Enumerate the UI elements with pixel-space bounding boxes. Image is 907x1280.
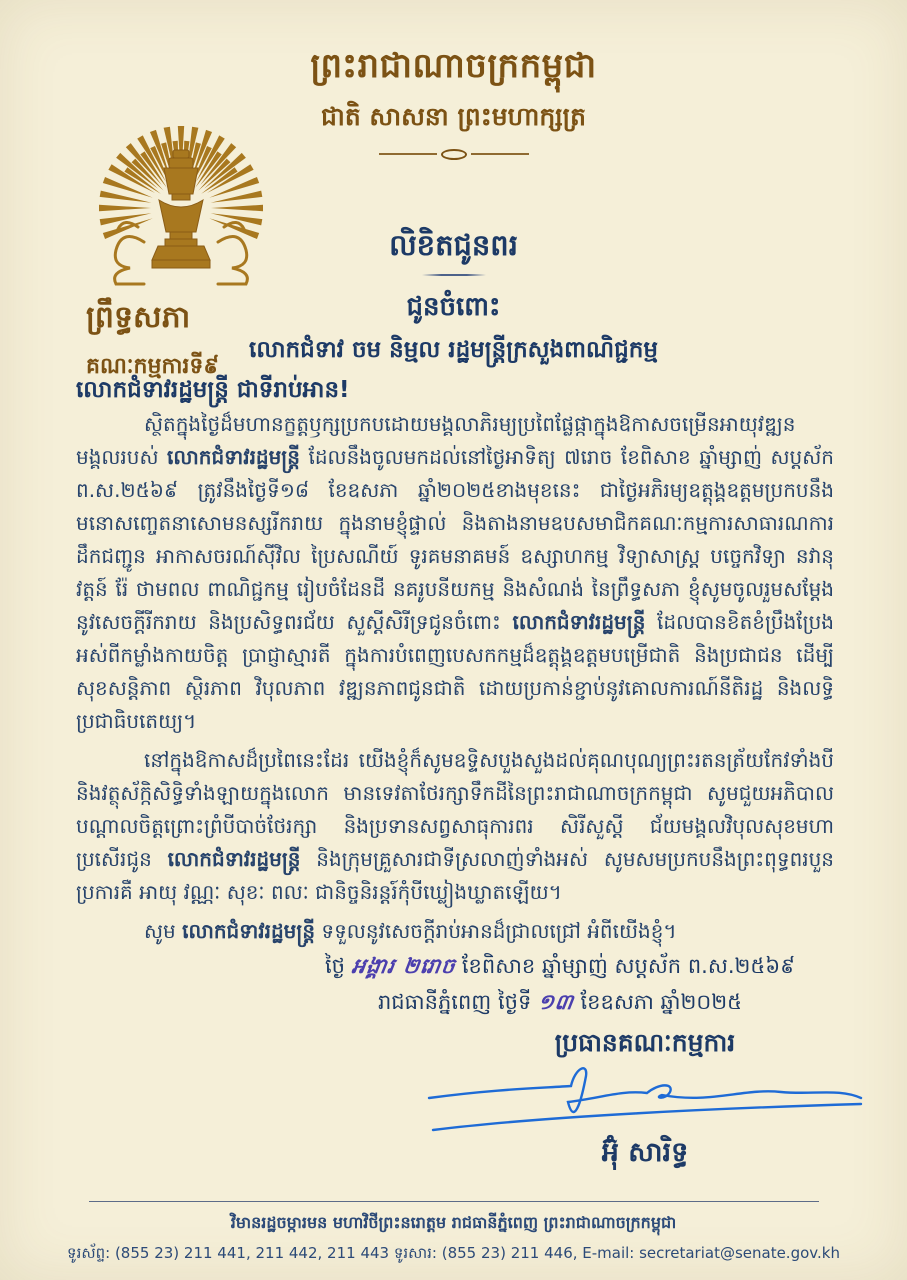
lunar-date-prefix: ថ្ងៃ [324,954,345,978]
gregorian-date-suffix: ខែឧសភា ឆ្នាំ២០២៥ [580,990,743,1014]
header-ornament-divider [379,148,529,160]
letter-body [76,408,834,954]
addressee-line: លោកជំទាវ ចម និម្មល រដ្ឋមន្ត្រីក្រសួងពាណិជ្ជកម្ម [249,337,658,363]
letter-title: លិខិតជូនពរ [389,228,518,262]
commission-label: គណៈកម្មការទី៩ [86,354,219,379]
date-block [280,948,840,1020]
body-paragraph: សូម លោកជំទាវរដ្ឋមន្ត្រី ទទួលនូវសេចក្ដីរាប់អានដ៏ជ្រាលជ្រៅ អំពីយើងខ្ញុំ។ [144,919,677,943]
divider-bar-right [471,153,529,155]
nation-religion-king-motto: ជាតិ សាសនា ព្រះមហាក្សត្រ [321,102,586,131]
body-paragraph: នៅក្នុងឱកាសដ៏ប្រពៃនេះដែរ យើងខ្ញុំក៏សូមឧទ្ទិសបួងសួងដល់គុណបុណ្យព្រះរតនត្រ័យកែវទាំងបី និងវត្ថុស័ក្កិសិទ្ធិទាំងឡាយក្នុងលោក មានទេវតាថែរក្សាទឹកដីនៃព្រះរាជាណាចក្រកម្ពុជា សូមជួយអភិបាលបណ្ដាលចិត្តព្រោះព្រំបីបាច់ថែរក្សា និងប្រទានសព្វសាធុការពរ សិរីសួស្ដី ជ័យមង្គលវិបុលសុខមហាប្រសើរជូន លោកជំទាវរដ្ឋមន្ត្រី និងក្រុមគ្រួសារជាទីស្រលាញ់ទាំងអស់ សូមសមប្រកបនឹងព្រះពុទ្ធពរបួនប្រការគឺ អាយុ វណ្ណៈ សុខៈ ពលៈ ជានិច្ចនិរន្តរ៍កុំបីឃ្លៀងឃ្លាតឡើយ។ [76,748,834,904]
greeting-line: លោកជំទាវរដ្ឋមន្ត្រី ជាទីរាប់អាន! [76,377,350,403]
senate-label: ព្រឹទ្ធសភា [86,300,191,335]
signer-name: អ៊ុំ សារិទ្ធ [601,1137,689,1168]
handwritten-day-number: ១៣ [536,990,576,1014]
gregorian-date-line [280,984,840,1020]
footer-contact: ទូរស័ព្ទ: (855 23) 211 441, 211 442, 211 443 ទូរសារ: (855 23) 211 446, E-mail: secretariat@senate.gov.kh [67,1244,840,1262]
divider-knot-icon [441,149,467,160]
kingdom-title: ព្រះរាជាណាចក្រកម្ពុជា [310,46,597,86]
gregorian-date-prefix: រាជធានីភ្នំពេញ ថ្ងៃទី [377,990,532,1014]
pen-signature-icon [425,1058,865,1140]
lunar-date-suffix: ខែពិសាខ ឆ្នាំម្សាញ់ សប្ដស័ក ព.ស.២៥៦៩ [461,954,795,978]
title-divider [422,274,486,276]
signer-title: ប្រធានគណៈកម្មការ [554,1028,736,1057]
lunar-date-line [280,948,840,984]
handwritten-lunar-day: អង្គារ ២រោច [349,954,457,978]
divider-bar-left [379,153,437,155]
body-paragraph: ស្ថិតក្នុងថ្ងៃដ៏មហានក្ខត្តឫក្សប្រកបដោយមង្គលាភិរម្យប្រពៃផ្លែផ្កាក្នុងឱកាសចម្រើនអាយុវឌ្ឍនមង្គលរបស់ លោកជំទាវរដ្ឋមន្ត្រី ដែលនឹងចូលមកដល់នៅថ្ងៃអាទិត្យ ៧រោច ខែពិសាខ ឆ្នាំម្សាញ់ សប្ដស័ក ព.ស.២៥៦៩ ត្រូវនឹងថ្ងៃទី១៨ ខែឧសភា ឆ្នាំ២០២៥ខាងមុខនេះ ជាថ្ងៃអភិរម្យឧត្តុង្គឧត្តមប្រកបនឹងមនោសញ្ចេតនាសោមនស្សរីករាយ ក្នុងនាមខ្ញុំផ្ទាល់ និងតាងនាមឧបសមាជិកគណៈកម្មការសាធារណការ ដឹកជញ្ជូន អាកាសចរណ៍ស៊ីវិល ប្រៃសណីយ៍ ទូរគមនាគមន៍ ឧស្សាហកម្ម វិទ្យាសាស្ត្រ បច្ចេកវិទ្យា នវានុវត្តន៍ រ៉ែ ថាមពល ពាណិជ្ជកម្ម រៀបចំដែនដី នគរូបនីយកម្ម និងសំណង់ នៃព្រឹទ្ធសភា ខ្ញុំសូមចូលរួមសម្ដែងនូវសេចក្ដីរីករាយ និងប្រសិទ្ធពរជ័យ សួស្ដីសិរីទ្រជូនចំពោះ លោកជំទាវរដ្ឋមន្ត្រី ដែលបានខិតខំប្រឹងប្រែងអស់ពីកម្លាំងកាយចិត្ត ប្រាជ្ញាស្មារតី ក្នុងការបំពេញបេសកកម្មដ៏ឧត្តុង្គឧត្តមបម្រើជាតិ និងប្រជាជន ដើម្បីសុខសន្តិភាព ស្ថិរភាព វិបុលភាព វឌ្ឍនភាពជូនជាតិ ដោយប្រកាន់ខ្ជាប់នូវគោលការណ៍នីតិរដ្ឋ និងលទ្ធិប្រជាធិបតេយ្យ។ [76,412,834,733]
footer-divider [89,1201,819,1202]
footer-address: វិមានរដ្ឋចម្ការមន មហាវិថីព្រះនរោត្តម រាជធានីភ្នំពេញ ព្រះរាជាណាចក្រកម្ពុជា [230,1213,677,1232]
footer [0,1201,907,1266]
salutation-heading: ជូនចំពោះ [406,292,501,322]
